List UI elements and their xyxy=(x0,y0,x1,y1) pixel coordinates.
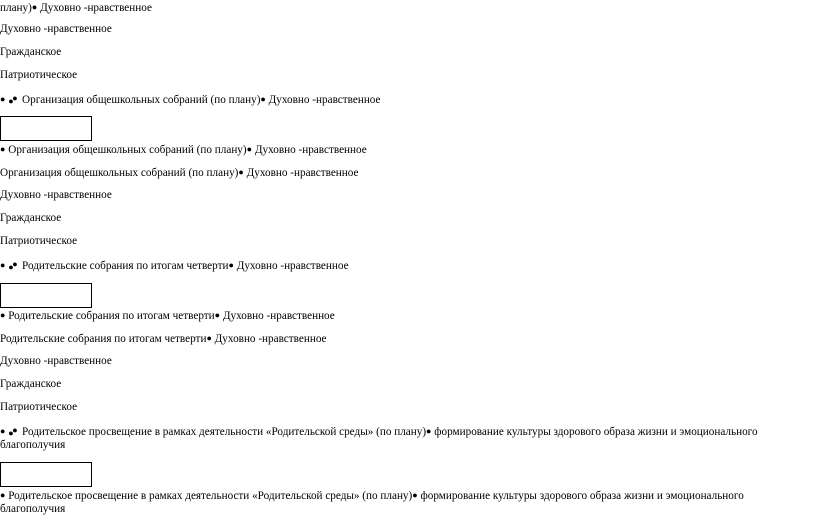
line-text: Духовно -нравственное xyxy=(243,167,359,179)
text-line: Патриотическое xyxy=(0,401,78,413)
line-text: Духовно -нравственное xyxy=(211,333,327,345)
line-text: Родительское просвещение в рамках деятельности «Родительской среды» (по плану) xyxy=(19,426,427,438)
text-line xyxy=(0,259,349,273)
line-text: Родительские собрания по итогам четверти xyxy=(0,333,207,345)
line-text: Духовно -нравственное xyxy=(265,94,381,106)
bullet-icon: ● xyxy=(426,426,432,436)
bullet-icon: ● xyxy=(260,94,266,104)
double-bullet-icon: ● ● xyxy=(8,259,18,272)
line-text: формирование культуры здорового образа жизни и эмоционального благополучия xyxy=(0,426,758,451)
text-line xyxy=(0,93,381,107)
line-text: Организация общешкольных собраний (по плану) xyxy=(0,167,239,179)
line-text: Родительские собрания по итогам четверти xyxy=(19,260,229,272)
double-bullet-icon: ● ● xyxy=(8,425,18,438)
bullet-icon: ● xyxy=(214,310,221,320)
bullet-icon: ● xyxy=(246,144,253,154)
empty-box xyxy=(0,283,92,308)
text-line: Патриотическое xyxy=(0,69,78,81)
bullet-icon: ● xyxy=(412,490,418,500)
empty-box xyxy=(0,462,92,487)
text-line: Гражданское xyxy=(0,46,62,58)
text-line xyxy=(0,143,367,157)
text-line: Духовно -нравственное xyxy=(0,189,112,201)
text-line: Патриотическое xyxy=(0,235,78,247)
text-line: Гражданское xyxy=(0,378,62,390)
bullet-icon: ● xyxy=(0,94,6,104)
text-line xyxy=(0,1,152,15)
line-text: Организация общешкольных собраний (по плану) xyxy=(19,94,261,106)
line-text: Духовно -нравственное xyxy=(220,310,335,322)
text-line xyxy=(0,332,327,346)
line-text: формирование культуры здорового образа жизни и эмоционального благополучия xyxy=(0,490,744,515)
text-line xyxy=(0,489,790,516)
bullet-icon: ● xyxy=(0,310,6,320)
text-line: Духовно -нравственное xyxy=(0,355,112,367)
bullet-icon: ● xyxy=(0,144,6,154)
line-text: Родительское просвещение в рамках деятельности «Родительской среды» (по плану) xyxy=(5,490,413,502)
bullet-icon: ● xyxy=(238,167,244,177)
line-text: Родительские собрания по итогам четверти xyxy=(5,310,215,322)
line-text: Духовно -нравственное xyxy=(252,144,367,156)
bullet-icon: ● xyxy=(0,260,6,270)
text-line xyxy=(0,166,358,180)
double-bullet-icon: ● ● xyxy=(8,93,18,106)
text-line: Гражданское xyxy=(0,212,62,224)
bullet-icon: ● xyxy=(31,2,38,12)
bullet-icon: ● xyxy=(0,490,6,500)
empty-box xyxy=(0,116,92,141)
bullet-icon: ● xyxy=(206,333,212,343)
text-line xyxy=(0,309,335,323)
text-line xyxy=(0,425,790,452)
line-text: Духовно -нравственное xyxy=(37,2,152,14)
bullet-icon: ● xyxy=(228,260,234,270)
bullet-icon: ● xyxy=(0,426,6,436)
line-text: Духовно -нравственное xyxy=(233,260,349,272)
text-line: Духовно -нравственное xyxy=(0,23,112,35)
line-text: плану) xyxy=(0,2,32,14)
line-text: Организация общешкольных собраний (по плану) xyxy=(5,144,247,156)
